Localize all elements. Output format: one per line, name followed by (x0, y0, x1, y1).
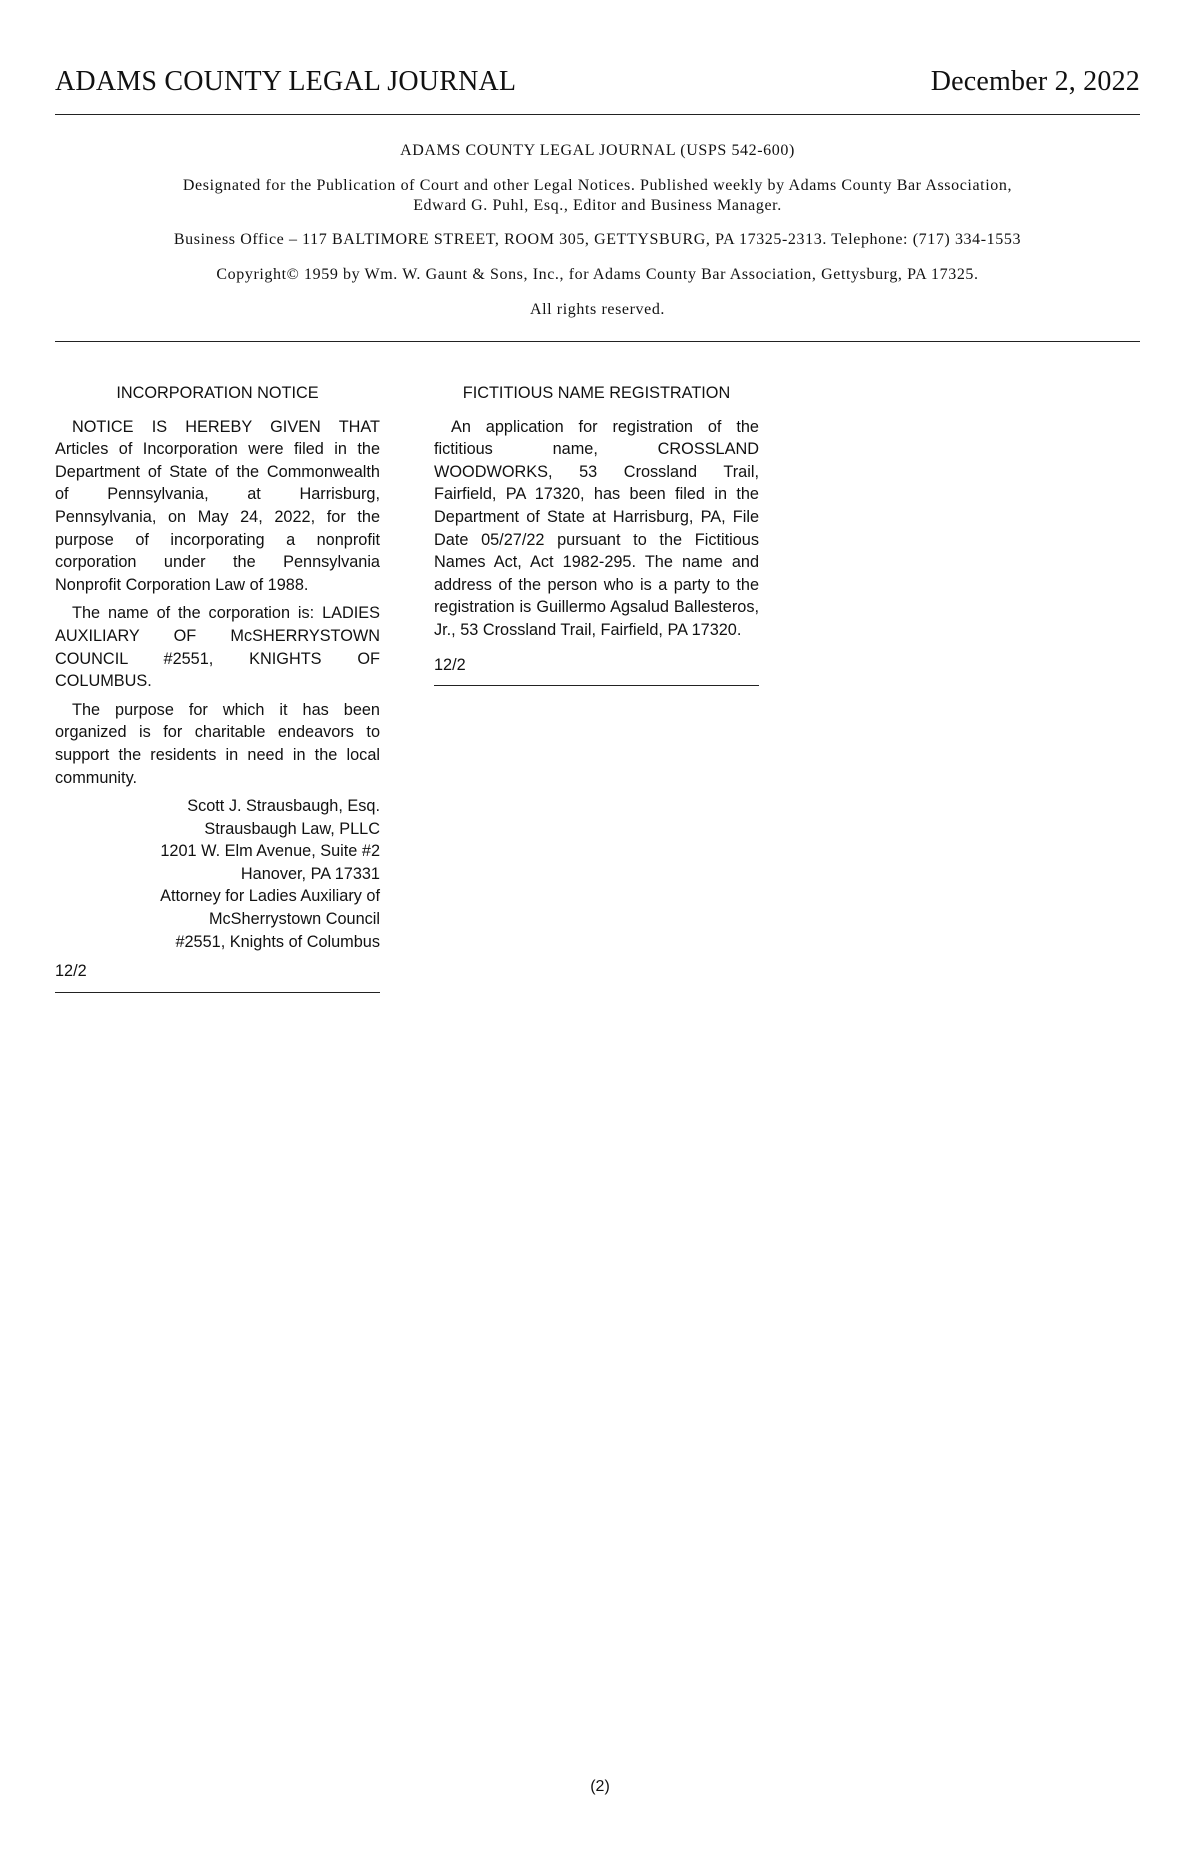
running-head (55, 66, 1140, 98)
page-number: (2) (590, 1778, 610, 1795)
notice-paragraph: The purpose for which it has been organized is for charitable endeavors to support the residents in need in the local community. (55, 700, 380, 787)
masthead-designation-line1: Designated for the Publication of Court and other Legal Notices. Published weekly by Adams County Bar Association, (182, 177, 1013, 194)
notice-end-rule (55, 992, 380, 993)
masthead (55, 141, 1140, 320)
fictitious-name-notice (434, 382, 759, 686)
incorporation-notice (55, 382, 380, 993)
publication-date-tag: 12/2 (55, 962, 87, 981)
masthead-title: ADAMS COUNTY LEGAL JOURNAL (USPS 542-600) (400, 142, 795, 159)
notice-end-rule (434, 685, 759, 686)
signature-line: Strausbaugh Law, PLLC (204, 819, 380, 838)
signature-line: Attorney for Ladies Auxiliary of (160, 887, 380, 906)
issue-date: December 2, 2022 (930, 66, 1140, 97)
attorney-signature (55, 795, 380, 953)
publication-date-tag: 12/2 (434, 655, 466, 674)
notice-heading: FICTITIOUS NAME REGISTRATION (462, 384, 731, 402)
signature-line: 1201 W. Elm Avenue, Suite #2 (160, 842, 380, 861)
signature-line: #2551, Knights of Columbus (175, 932, 380, 951)
header-rule (55, 114, 1140, 115)
notice-heading: INCORPORATION NOTICE (116, 384, 319, 402)
journal-title: ADAMS COUNTY LEGAL JOURNAL (55, 66, 517, 97)
signature-line: Scott J. Strausbaugh, Esq. (187, 797, 380, 816)
notice-paragraph: NOTICE IS HEREBY GIVEN THAT Articles of Incorporation were filed in the Department of State of the Commonwealth of Pennsylvania, at Harrisburg, Pennsylvania, on May 24, 2022, for the purpose of incorporating a nonprofit corporation under the Pennsylvania Nonprofit Corporation Law of 1988. (55, 417, 380, 594)
signature-line: Hanover, PA 17331 (240, 864, 380, 883)
masthead-business-office: Business Office – 117 BALTIMORE STREET, ROOM 305, GETTYSBURG, PA 17325-2313. Telephone: (717) 334-1553 (173, 231, 1022, 248)
masthead-designation-line2: Edward G. Puhl, Esq., Editor and Business Manager. (413, 197, 782, 214)
notice-paragraph: The name of the corporation is: LADIES AUXILIARY OF McSHERRYSTOWN COUNCIL #2551, KNIGHTS OF COLUMBUS. (55, 604, 380, 691)
masthead-rights: All rights reserved. (529, 301, 666, 318)
signature-line: McSherrystown Council (208, 910, 380, 929)
masthead-copyright: Copyright© 1959 by Wm. W. Gaunt & Sons, Inc., for Adams County Bar Association, Gettysburg, PA 17325. (216, 266, 979, 283)
masthead-rule (55, 341, 1140, 342)
notice-paragraph: An application for registration of the fictitious name, CROSSLAND WOODWORKS, 53 Crossland Trail, Fairfield, PA 17320, has been filed in the Department of State at Harrisburg, PA, File Date 05/27/22 pursuant to the Fictitious Names Act, Act 1982-295. The name and address of the person who is a party to the registration is Guillermo Agsalud Ballesteros, Jr., 53 Crossland Trail, Fairfield, PA 17320. (434, 417, 759, 639)
